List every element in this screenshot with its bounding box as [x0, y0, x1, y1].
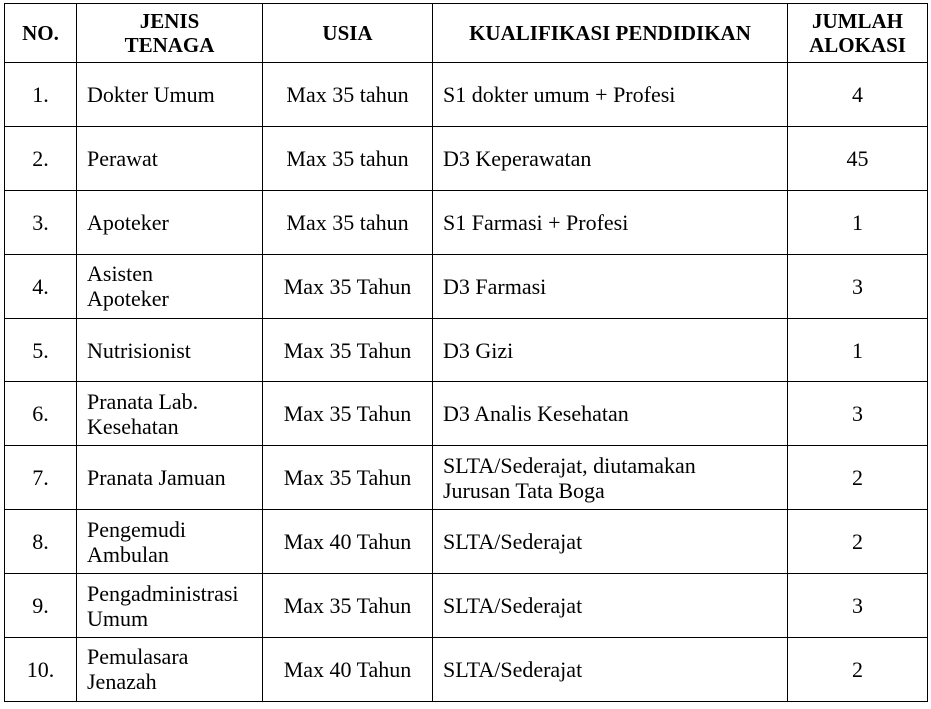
cell-jumlah: 2 — [788, 638, 928, 702]
header-row — [5, 4, 928, 63]
table-row — [5, 126, 928, 190]
cell-kualifikasi: D3 Gizi — [433, 318, 788, 382]
cell-no: 3. — [5, 190, 77, 254]
cell-jumlah: 3 — [788, 574, 928, 638]
cell-kualifikasi: SLTA/Sederajat, diutamakan Jurusan Tata Boga — [433, 446, 788, 510]
table-header — [5, 4, 928, 63]
table-row — [5, 510, 928, 574]
cell-usia: Max 35 Tahun — [263, 574, 433, 638]
cell-no: 4. — [5, 254, 77, 318]
cell-jenis: Pengadministrasi Umum — [77, 574, 263, 638]
table-row — [5, 574, 928, 638]
table-row — [5, 254, 928, 318]
cell-kualifikasi: S1 Farmasi + Profesi — [433, 190, 788, 254]
cell-kualifikasi: S1 dokter umum + Profesi — [433, 63, 788, 127]
cell-usia: Max 35 Tahun — [263, 318, 433, 382]
cell-jenis: Apoteker — [77, 190, 263, 254]
cell-jenis: Pranata Jamuan — [77, 446, 263, 510]
cell-no: 2. — [5, 126, 77, 190]
cell-jumlah: 3 — [788, 254, 928, 318]
cell-usia: Max 40 Tahun — [263, 638, 433, 702]
cell-no: 7. — [5, 446, 77, 510]
cell-no: 6. — [5, 382, 77, 446]
cell-jenis: Pemulasara Jenazah — [77, 638, 263, 702]
cell-jumlah: 4 — [788, 63, 928, 127]
cell-kualifikasi: D3 Keperawatan — [433, 126, 788, 190]
cell-usia: Max 35 tahun — [263, 63, 433, 127]
cell-kualifikasi: SLTA/Sederajat — [433, 574, 788, 638]
cell-usia: Max 35 tahun — [263, 190, 433, 254]
table-row — [5, 382, 928, 446]
cell-jenis: Pranata Lab. Kesehatan — [77, 382, 263, 446]
table-body — [5, 63, 928, 702]
cell-kualifikasi: D3 Farmasi — [433, 254, 788, 318]
cell-jumlah: 2 — [788, 510, 928, 574]
cell-jumlah: 1 — [788, 190, 928, 254]
cell-usia: Max 35 Tahun — [263, 446, 433, 510]
table-row — [5, 638, 928, 702]
cell-no: 10. — [5, 638, 77, 702]
cell-no: 5. — [5, 318, 77, 382]
table-row — [5, 190, 928, 254]
cell-no: 1. — [5, 63, 77, 127]
header-jumlah-alokasi: JUMLAH ALOKASI — [788, 4, 928, 63]
table-row — [5, 63, 928, 127]
header-usia: USIA — [263, 4, 433, 63]
header-kualifikasi: KUALIFIKASI PENDIDIKAN — [433, 4, 788, 63]
cell-kualifikasi: SLTA/Sederajat — [433, 638, 788, 702]
cell-jenis: Nutrisionist — [77, 318, 263, 382]
header-no: NO. — [5, 4, 77, 63]
cell-no: 9. — [5, 574, 77, 638]
cell-jumlah: 2 — [788, 446, 928, 510]
cell-jumlah: 45 — [788, 126, 928, 190]
cell-no: 8. — [5, 510, 77, 574]
header-jenis-tenaga: JENIS TENAGA — [77, 4, 263, 63]
table-row — [5, 446, 928, 510]
cell-jumlah: 3 — [788, 382, 928, 446]
cell-jenis: Dokter Umum — [77, 63, 263, 127]
cell-kualifikasi: SLTA/Sederajat — [433, 510, 788, 574]
cell-kualifikasi: D3 Analis Kesehatan — [433, 382, 788, 446]
allocation-table — [4, 3, 928, 702]
cell-usia: Max 35 Tahun — [263, 382, 433, 446]
cell-usia: Max 35 tahun — [263, 126, 433, 190]
table-row — [5, 318, 928, 382]
cell-usia: Max 35 Tahun — [263, 254, 433, 318]
cell-jenis: Asisten Apoteker — [77, 254, 263, 318]
cell-jumlah: 1 — [788, 318, 928, 382]
cell-jenis: Pengemudi Ambulan — [77, 510, 263, 574]
cell-jenis: Perawat — [77, 126, 263, 190]
cell-usia: Max 40 Tahun — [263, 510, 433, 574]
